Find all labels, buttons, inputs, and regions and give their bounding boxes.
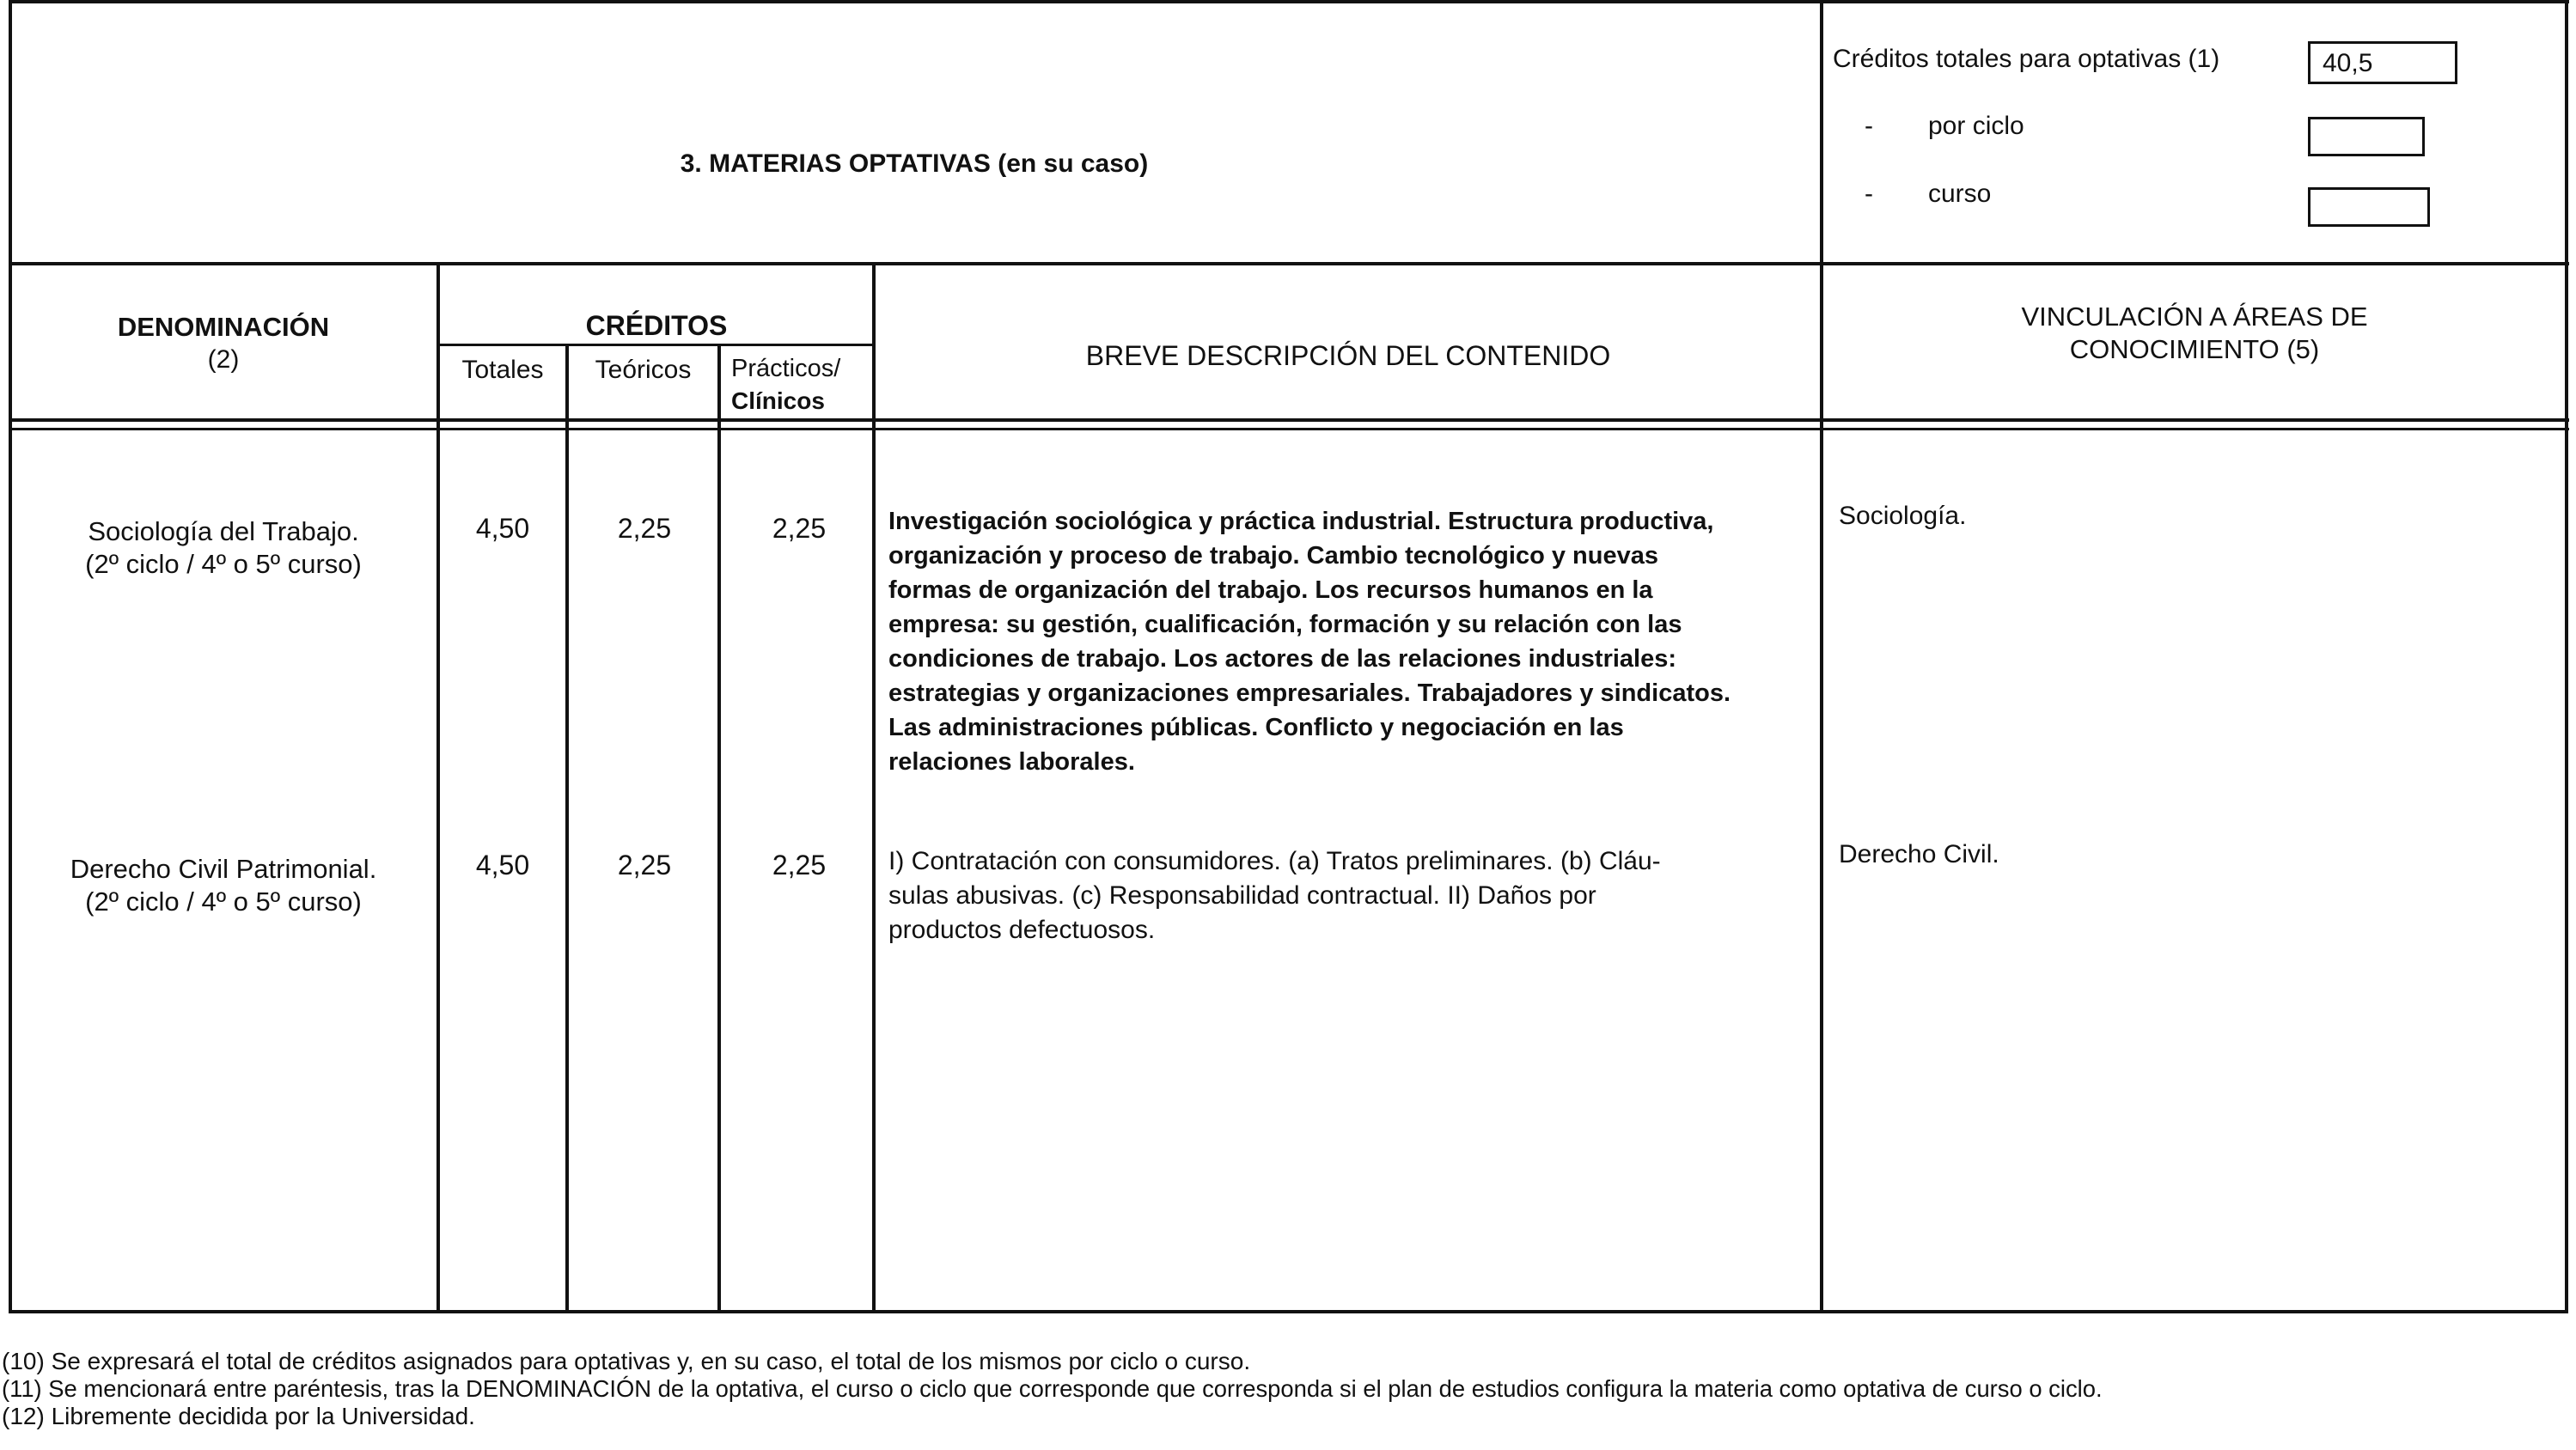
row-area: Derecho Civil. bbox=[1839, 840, 1999, 868]
course-dash: - bbox=[1865, 180, 1873, 208]
header-denominacion-note: (2) bbox=[207, 345, 240, 374]
frame-bottom-line bbox=[10, 1310, 2567, 1313]
description-line: productos defectuosos. bbox=[888, 916, 1156, 944]
col-divider-totales bbox=[565, 344, 569, 1313]
row-cycle: (2º ciclo / 4º o 5º curso) bbox=[85, 886, 362, 917]
row-name-cell bbox=[9, 515, 438, 581]
credits-header-divider bbox=[438, 344, 875, 346]
header-creditos: CRÉDITOS bbox=[585, 310, 728, 341]
frame-top-line bbox=[9, 0, 2569, 3]
description-line: condiciones de trabajo. Los actores de las relaciones industriales: bbox=[888, 645, 1677, 673]
per-cycle-label: por ciclo bbox=[1928, 112, 2024, 140]
credits-total-value: 40,5 bbox=[2323, 49, 2373, 77]
row-area: Sociología. bbox=[1839, 502, 1967, 530]
row-practicos: 2,25 bbox=[772, 513, 827, 544]
course-label: curso bbox=[1928, 180, 1992, 208]
frame-body-top bbox=[9, 428, 2569, 430]
header-practicos-line2: Clínicos bbox=[731, 387, 825, 414]
header-denominacion-label: DENOMINACIÓN bbox=[117, 312, 330, 342]
per-cycle-dash: - bbox=[1865, 112, 1873, 140]
row-cycle: (2º ciclo / 4º o 5º curso) bbox=[85, 549, 362, 579]
section-title: 3. MATERIAS OPTATIVAS (en su caso) bbox=[680, 149, 1149, 178]
row-name: Sociología del Trabajo. bbox=[88, 516, 359, 546]
description-line: estrategias y organizaciones empresariales. Trabajadores y sindicatos. bbox=[888, 679, 1731, 707]
description-line: organización y proceso de trabajo. Cambio tecnológico y nuevas bbox=[888, 542, 1658, 570]
header-vinculacion bbox=[1823, 301, 2566, 366]
row-name: Derecho Civil Patrimonial. bbox=[70, 854, 377, 884]
row-name-cell bbox=[9, 853, 438, 918]
per-cycle-field[interactable] bbox=[2308, 117, 2425, 156]
header-descripcion: BREVE DESCRIPCIÓN DEL CONTENIDO bbox=[1085, 340, 1611, 371]
header-practicos-line1: Prácticos/ bbox=[731, 355, 841, 382]
row-teoricos: 2,25 bbox=[617, 513, 672, 544]
header-denominacion bbox=[9, 311, 438, 376]
description-line: relaciones laborales. bbox=[888, 748, 1135, 776]
footnote-10: (10) Se expresará el total de créditos asignados para optativas y, en su caso, el total de los mismos por ciclo o curso. bbox=[2, 1348, 1251, 1374]
frame-section-divider bbox=[9, 262, 2569, 265]
description-line: sulas abusivas. (c) Responsabilidad contractual. II) Daños por bbox=[888, 881, 1596, 910]
credits-total-field[interactable] bbox=[2308, 41, 2457, 84]
row-practicos: 2,25 bbox=[772, 850, 827, 880]
frame-header-bottom bbox=[9, 418, 2569, 422]
row-totales: 4,50 bbox=[475, 513, 530, 544]
col-divider-practicos bbox=[872, 262, 876, 1313]
row-totales: 4,50 bbox=[475, 850, 530, 880]
col-divider-vinculacion bbox=[1820, 0, 1823, 1313]
course-field[interactable] bbox=[2308, 187, 2430, 227]
header-practicos bbox=[731, 352, 873, 417]
footnote-11: (11) Se mencionará entre paréntesis, tras la DENOMINACIÓN de la optativa, el curso o ciclo que corresponde que corresponda si el plan de estudios configura la materia como optativa de curso o ciclo. bbox=[2, 1375, 2103, 1402]
credits-total-label: Créditos totales para optativas (1) bbox=[1833, 45, 2220, 73]
frame-left-line bbox=[9, 0, 12, 1313]
col-divider-teoricos bbox=[717, 344, 721, 1313]
header-teoricos: Teóricos bbox=[595, 356, 692, 384]
footnote-12: (12) Libremente decidida por la Universidad. bbox=[2, 1403, 475, 1429]
header-totales: Totales bbox=[461, 356, 544, 384]
description-line: empresa: su gestión, cualificación, formación y su relación con las bbox=[888, 611, 1682, 638]
description-line: Las administraciones públicas. Conflicto y negociación en las bbox=[888, 714, 1624, 741]
description-line: Investigación sociológica y práctica industrial. Estructura productiva, bbox=[888, 508, 1714, 535]
frame-right-line bbox=[2565, 0, 2568, 1313]
col-divider-denominacion bbox=[436, 262, 440, 1313]
description-line: formas de organización del trabajo. Los recursos humanos en la bbox=[888, 576, 1653, 604]
description-line: I) Contratación con consumidores. (a) Tratos preliminares. (b) Cláu- bbox=[888, 847, 1661, 875]
header-vinculacion-line1: VINCULACIÓN A ÁREAS DE bbox=[2021, 302, 2368, 332]
header-vinculacion-line2: CONOCIMIENTO (5) bbox=[2069, 334, 2320, 364]
row-teoricos: 2,25 bbox=[617, 850, 672, 880]
